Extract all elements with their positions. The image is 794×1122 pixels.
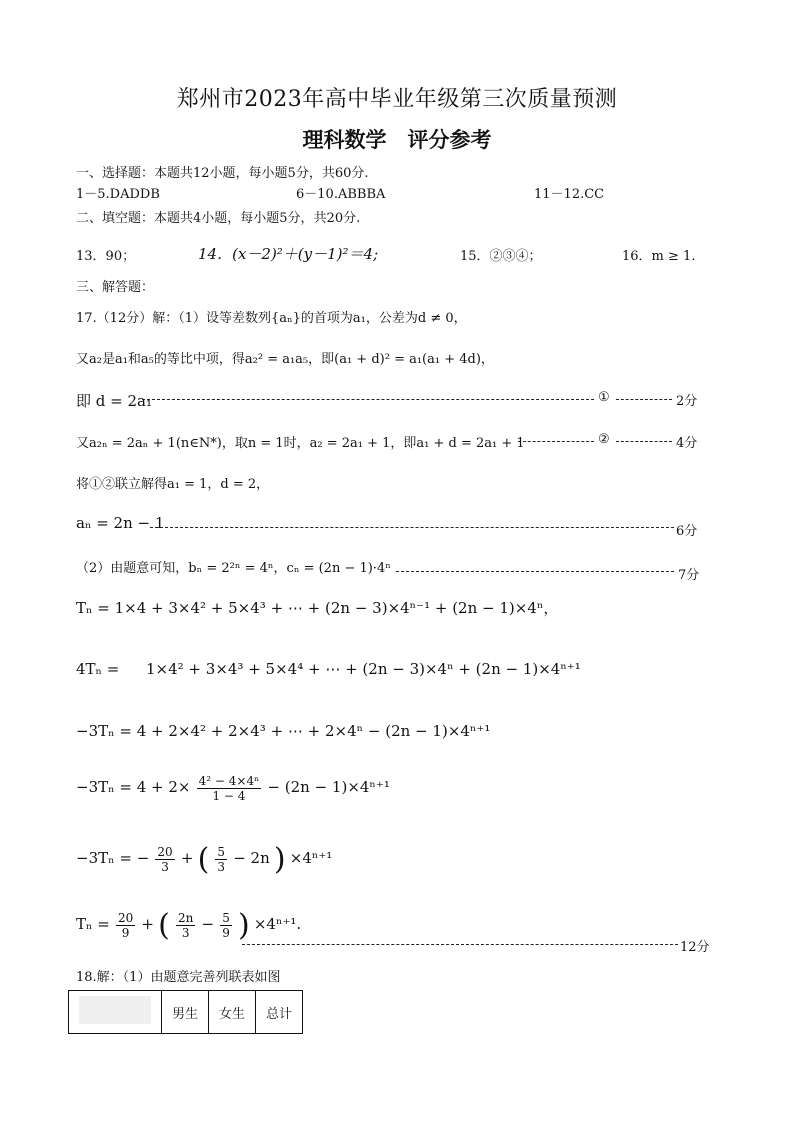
fraction-denominator: 1 − 4 (212, 789, 246, 803)
q17-line10: −3Tₙ = 4 + 2×4² + 2×4³ + ⋯ + 2×4ⁿ − (2n − 1)×4ⁿ⁺¹ (76, 722, 491, 740)
fraction-denominator: 3 (161, 860, 169, 874)
score-leader (518, 441, 594, 442)
fraction-denominator: 9 (121, 926, 130, 940)
fraction-numerator: 5 (217, 845, 226, 859)
choice-answers-2: 6－10.ABBBA (296, 187, 386, 202)
score-leader (242, 944, 678, 945)
q17-line3: 即 d = 2a₁ (76, 392, 152, 410)
q17-line6: aₙ = 2n − 1 (76, 514, 165, 532)
fraction (197, 774, 262, 803)
fill-answer-13: 13．90； (76, 249, 136, 264)
q17-line12 (76, 842, 332, 877)
score-12: 12分 (680, 940, 710, 955)
fraction (220, 911, 232, 940)
expr-part: − (2n − 1)×4ⁿ⁺¹ (267, 778, 390, 796)
expr-part: ×4ⁿ⁺¹. (253, 915, 302, 933)
expr-part: Tₙ = (76, 915, 110, 933)
score-leader (616, 441, 672, 442)
q17-line2: 又a₂是a₁和a₅的等比中项，得a₂² = a₁a₅，即(a₁ + d)² = a₁(a₁ + 4d)， (76, 352, 494, 367)
expr-part: + (180, 849, 194, 867)
left-paren: ( (158, 908, 170, 943)
q17-line9-lhs: 4Tₙ = (76, 660, 120, 678)
fraction (215, 845, 227, 874)
q17-line1: 17.（12分）解：（1）设等差数列{aₙ}的首项为a₁，公差为d ≠ 0， (76, 311, 467, 326)
section1-heading: 一、选择题：本题共12小题，每小题5分，共60分. (76, 166, 369, 181)
expr-part: −3Tₙ = − (76, 849, 150, 867)
fill-answer-16: 16．m ≥ 1. (622, 249, 696, 264)
table-header-female: 女生 (209, 991, 256, 1034)
fraction-numerator: 4² − 4×4ⁿ (198, 774, 260, 788)
q17-line9-rhs: 1×4² + 3×4³ + 5×4⁴ + ⋯ + (2n − 3)×4ⁿ + (2n − 1)×4ⁿ⁺¹ (146, 660, 581, 678)
table-header-male: 男生 (162, 991, 209, 1034)
score-4: 4分 (676, 436, 698, 451)
score-2: 2分 (676, 394, 698, 409)
expr-part: ×4ⁿ⁺¹ (289, 849, 333, 867)
contingency-table (68, 990, 303, 1034)
q17-line7: （2）由题意可知，bₙ = 2²ⁿ = 4ⁿ，cₙ = (2n − 1)·4ⁿ (76, 561, 391, 576)
table-header-row (69, 991, 303, 1034)
left-paren: ( (197, 842, 210, 877)
blank-cell-shading (79, 996, 151, 1024)
fraction-numerator: 20 (157, 845, 173, 859)
expr-part: + (141, 915, 154, 933)
fraction-numerator: 5 (222, 911, 230, 925)
q17-line11 (76, 774, 390, 803)
q17-line8: Tₙ = 1×4 + 3×4² + 5×4³ + ⋯ + (2n − 3)×4ⁿ⁻¹ + (2n − 1)×4ⁿ， (76, 599, 559, 617)
table-header-total: 总计 (256, 991, 303, 1034)
q17-line5: 将①②联立解得a₁ = 1，d = 2， (76, 477, 270, 492)
expr-part: −3Tₙ = 4 + 2× (76, 778, 191, 796)
score-7: 7分 (678, 568, 700, 583)
expr-part: − (201, 915, 215, 933)
fraction-denominator: 9 (222, 926, 230, 940)
choice-answers-3: 11－12.CC (534, 187, 605, 202)
marker-1: ① (598, 390, 610, 405)
fill-answer-15: 15．②③④； (460, 249, 542, 264)
q17-line4: 又a₂ₙ = 2aₙ + 1(n∈N*)，取n = 1时，a₂ = 2a₁ + 1，即a₁ + d = 2a₁ + 1 (76, 436, 525, 451)
table-corner-cell (69, 991, 162, 1034)
section3-heading: 三、解答题： (76, 280, 155, 295)
fraction-denominator: 3 (181, 926, 190, 940)
score-leader (616, 399, 672, 400)
page-title: 郑州市2023年高中毕业年级第三次质量预测 (176, 87, 618, 112)
fill-answer-14: 14．(x－2)²＋(y－1)²＝4; (198, 245, 379, 263)
right-paren: ) (273, 842, 286, 877)
right-paren: ) (238, 908, 250, 943)
fraction-denominator: 3 (217, 860, 226, 874)
page-subtitle: 理科数学 评分参考 (302, 128, 492, 152)
fraction (116, 911, 135, 940)
score-6: 6分 (676, 524, 698, 539)
score-leader (396, 571, 674, 572)
expr-part: − 2n (233, 849, 270, 867)
section2-heading: 二、填空题：本题共4小题，每小题5分，共20分. (76, 211, 361, 226)
fraction (155, 845, 174, 874)
q17-line13 (76, 908, 301, 943)
q18-line1: 18.解：（1）由题意完善列联表如图 (76, 970, 281, 985)
choice-answers-1: 1－5.DADDB (76, 187, 160, 202)
fraction-numerator: 2n (177, 911, 194, 925)
marker-2: ② (598, 432, 610, 447)
fraction-numerator: 20 (117, 911, 134, 925)
score-leader (142, 399, 594, 400)
fraction (176, 911, 195, 940)
score-leader (150, 527, 674, 528)
